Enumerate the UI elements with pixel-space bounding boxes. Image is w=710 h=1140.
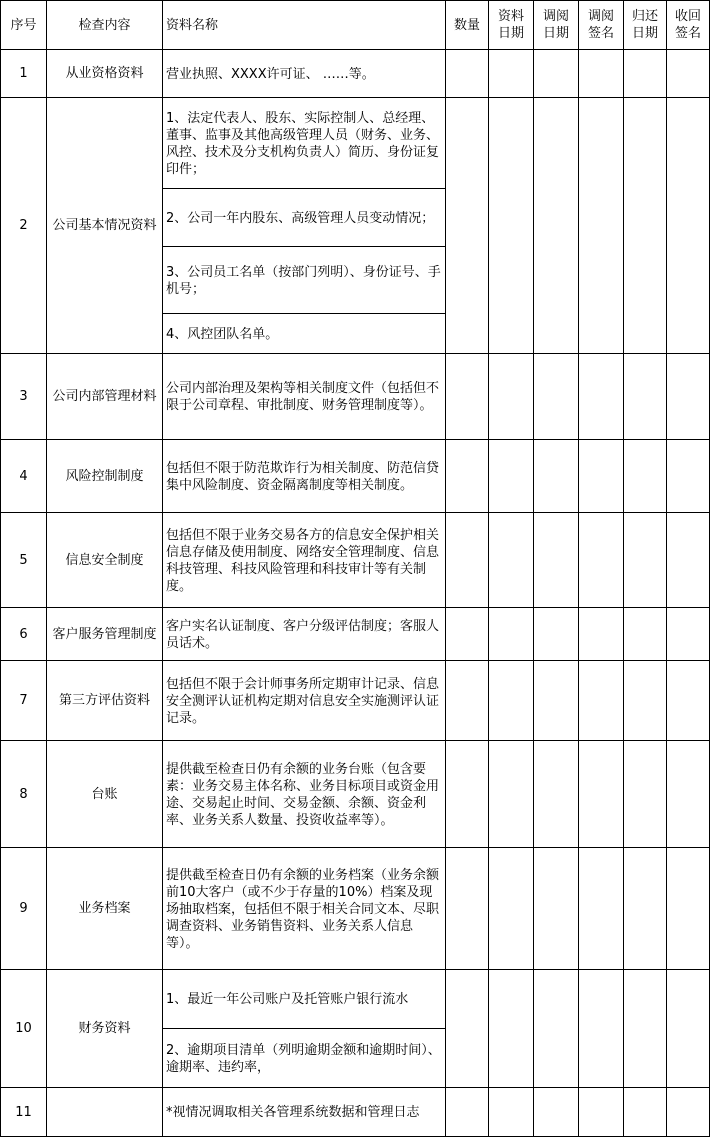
- row-category: 客户服务管理制度: [47, 608, 163, 661]
- row-item: 营业执照、XXXX许可证、 ……等。: [163, 50, 446, 98]
- borrow-date-cell[interactable]: [534, 661, 579, 741]
- qty-cell[interactable]: [446, 608, 489, 661]
- recv-sign-cell[interactable]: [667, 98, 710, 354]
- recv-sign-cell[interactable]: [667, 608, 710, 661]
- header-date-line1: 资料: [497, 9, 524, 24]
- row-category: 台账: [47, 741, 163, 848]
- return-date-cell[interactable]: [624, 50, 667, 98]
- borrow-date-cell[interactable]: [534, 741, 579, 848]
- borrow-date-cell[interactable]: [534, 50, 579, 98]
- row-item: 1、法定代表人、股东、实际控制人、总经理、董事、监事及其他高级管理人员（财务、业务、风控、技术及分支机构负责人）简历、身份证复印件；: [163, 98, 446, 189]
- header-borrow-sign-line1: 调阅: [587, 9, 614, 24]
- header-borrow-date-line1: 调阅: [542, 9, 569, 24]
- row-item: 包括但不限于业务交易各方的信息安全保护相关信息存储及使用制度、网络安全管理制度、信息科技管理、科技风险管理和科技审计等有关制度。: [163, 513, 446, 608]
- recv-sign-cell[interactable]: [667, 848, 710, 970]
- table-row: [1, 848, 710, 970]
- borrow-date-cell[interactable]: [534, 440, 579, 513]
- header-recv-sign-line1: 收回: [674, 9, 701, 24]
- borrow-date-cell[interactable]: [534, 1088, 579, 1137]
- borrow-sign-cell[interactable]: [579, 98, 624, 354]
- header-recv-sign: [667, 1, 710, 50]
- row-item: 客户实名认证制度、客户分级评估制度；客服人员话术。: [163, 608, 446, 661]
- borrow-date-cell[interactable]: [534, 513, 579, 608]
- return-date-cell[interactable]: [624, 354, 667, 440]
- qty-cell[interactable]: [446, 661, 489, 741]
- table-row: [1, 970, 710, 1029]
- row-item: 2、公司一年内股东、高级管理人员变动情况；: [163, 189, 446, 247]
- header-borrow-sign-line2: 签名: [587, 26, 614, 41]
- borrow-sign-cell[interactable]: [579, 513, 624, 608]
- row-item: 提供截至检查日仍有余额的业务档案（业务余额前10大客户（或不少于存量的10%）档案及现场抽取档案，包括但不限于相关合同文本、尽职调查资料、业务销售资料、业务关系人信息等）。: [163, 848, 446, 970]
- row-no: 5: [1, 513, 47, 608]
- row-item: *视情况调取相关各管理系统数据和管理日志: [163, 1088, 446, 1137]
- row-category: 第三方评估资料: [47, 661, 163, 741]
- row-no: 4: [1, 440, 47, 513]
- header-content: 检查内容: [47, 1, 163, 50]
- row-item: 2、逾期项目清单（列明逾期金额和逾期时间）、逾期率、违约率，: [163, 1029, 446, 1088]
- borrow-date-cell[interactable]: [534, 848, 579, 970]
- row-no: 11: [1, 1088, 47, 1137]
- borrow-sign-cell[interactable]: [579, 440, 624, 513]
- row-item: 包括但不限于会计师事务所定期审计记录、信息安全测评认证机构定期对信息安全实施测评认证记录。: [163, 661, 446, 741]
- date-cell[interactable]: [489, 608, 534, 661]
- header-row: [1, 1, 710, 50]
- header-recv-sign-line2: 签名: [674, 26, 701, 41]
- date-cell[interactable]: [489, 513, 534, 608]
- row-no: 8: [1, 741, 47, 848]
- row-category: 信息安全制度: [47, 513, 163, 608]
- row-category: 公司内部管理材料: [47, 354, 163, 440]
- borrow-date-cell[interactable]: [534, 98, 579, 354]
- table-row: [1, 354, 710, 440]
- header-seq: 序号: [1, 1, 47, 50]
- date-cell[interactable]: [489, 50, 534, 98]
- row-no: 6: [1, 608, 47, 661]
- qty-cell[interactable]: [446, 1088, 489, 1137]
- qty-cell[interactable]: [446, 98, 489, 354]
- recv-sign-cell[interactable]: [667, 354, 710, 440]
- date-cell[interactable]: [489, 98, 534, 354]
- recv-sign-cell[interactable]: [667, 741, 710, 848]
- date-cell[interactable]: [489, 1088, 534, 1137]
- return-date-cell[interactable]: [624, 513, 667, 608]
- row-item: 包括但不限于防范欺诈行为相关制度、防范信贷集中风险制度、资金隔离制度等相关制度。: [163, 440, 446, 513]
- header-qty: 数量: [446, 1, 489, 50]
- return-date-cell[interactable]: [624, 741, 667, 848]
- borrow-sign-cell[interactable]: [579, 661, 624, 741]
- return-date-cell[interactable]: [624, 970, 667, 1088]
- recv-sign-cell[interactable]: [667, 50, 710, 98]
- borrow-sign-cell[interactable]: [579, 50, 624, 98]
- header-date-line2: 日期: [497, 26, 524, 41]
- row-no: 3: [1, 354, 47, 440]
- recv-sign-cell[interactable]: [667, 513, 710, 608]
- row-category: 公司基本情况资料: [47, 98, 163, 354]
- table-row: [1, 98, 710, 189]
- borrow-sign-cell[interactable]: [579, 608, 624, 661]
- borrow-date-cell[interactable]: [534, 970, 579, 1088]
- date-cell[interactable]: [489, 848, 534, 970]
- header-return-date-line2: 日期: [631, 26, 658, 41]
- row-item: 1、最近一年公司账户及托管账户银行流水: [163, 970, 446, 1029]
- date-cell[interactable]: [489, 354, 534, 440]
- qty-cell[interactable]: [446, 513, 489, 608]
- return-date-cell[interactable]: [624, 608, 667, 661]
- row-no: 10: [1, 970, 47, 1088]
- row-category: [47, 1088, 163, 1137]
- row-category: 风险控制制度: [47, 440, 163, 513]
- row-item: 提供截至检查日仍有余额的业务台账（包含要素：业务交易主体名称、业务目标项目或资金用途、交易起止时间、交易金额、余额、资金利率、业务关系人数量、投资收益率等）。: [163, 741, 446, 848]
- borrow-sign-cell[interactable]: [579, 848, 624, 970]
- row-item: 4、风控团队名单。: [163, 314, 446, 354]
- qty-cell[interactable]: [446, 50, 489, 98]
- borrow-sign-cell[interactable]: [579, 1088, 624, 1137]
- recv-sign-cell[interactable]: [667, 1088, 710, 1137]
- header-date: [489, 1, 534, 50]
- table-row: [1, 50, 710, 98]
- table-row: [1, 1088, 710, 1137]
- table-row: [1, 661, 710, 741]
- return-date-cell[interactable]: [624, 1088, 667, 1137]
- date-cell[interactable]: [489, 440, 534, 513]
- borrow-date-cell[interactable]: [534, 354, 579, 440]
- return-date-cell[interactable]: [624, 848, 667, 970]
- header-borrow-date: [534, 1, 579, 50]
- return-date-cell[interactable]: [624, 661, 667, 741]
- header-borrow-sign: [579, 1, 624, 50]
- table-row: [1, 741, 710, 848]
- date-cell[interactable]: [489, 661, 534, 741]
- borrow-date-cell[interactable]: [534, 608, 579, 661]
- borrow-sign-cell[interactable]: [579, 354, 624, 440]
- borrow-sign-cell[interactable]: [579, 741, 624, 848]
- qty-cell[interactable]: [446, 848, 489, 970]
- recv-sign-cell[interactable]: [667, 661, 710, 741]
- table-row: [1, 440, 710, 513]
- return-date-cell[interactable]: [624, 440, 667, 513]
- qty-cell[interactable]: [446, 354, 489, 440]
- recv-sign-cell[interactable]: [667, 970, 710, 1088]
- qty-cell[interactable]: [446, 440, 489, 513]
- date-cell[interactable]: [489, 741, 534, 848]
- header-return-date: [624, 1, 667, 50]
- row-category: 从业资格资料: [47, 50, 163, 98]
- row-item: 3、公司员工名单（按部门列明）、身份证号、手机号；: [163, 247, 446, 314]
- qty-cell[interactable]: [446, 970, 489, 1088]
- date-cell[interactable]: [489, 970, 534, 1088]
- borrow-sign-cell[interactable]: [579, 970, 624, 1088]
- return-date-cell[interactable]: [624, 98, 667, 354]
- recv-sign-cell[interactable]: [667, 440, 710, 513]
- header-return-date-line1: 归还: [631, 9, 658, 24]
- row-no: 7: [1, 661, 47, 741]
- table-row: [1, 513, 710, 608]
- row-item: 公司内部治理及架构等相关制度文件（包括但不限于公司章程、审批制度、财务管理制度等）。: [163, 354, 446, 440]
- row-category: 财务资料: [47, 970, 163, 1088]
- header-name: 资料名称: [163, 1, 446, 50]
- row-category: 业务档案: [47, 848, 163, 970]
- header-borrow-date-line2: 日期: [542, 26, 569, 41]
- row-no: 2: [1, 98, 47, 354]
- table-row: [1, 608, 710, 661]
- qty-cell[interactable]: [446, 741, 489, 848]
- row-no: 9: [1, 848, 47, 970]
- row-no: 1: [1, 50, 47, 98]
